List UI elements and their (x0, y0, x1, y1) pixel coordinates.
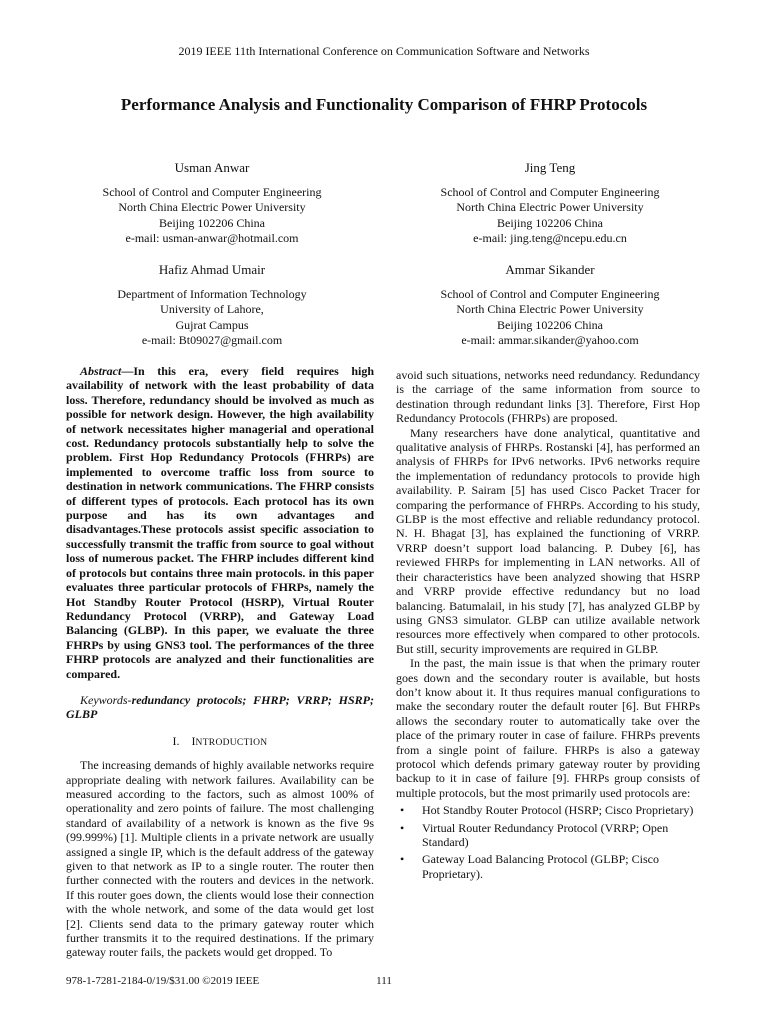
intro-paragraph-4: In the past, the main issue is that when the primary router goes down and the secondary router is available, but hosts don’t know about it. It thus requires manual configurations to make the secondary router the default router [6]. But FHRPs allows the secondary router to automatically take over the place of the primary router in case of failure. FHRPs prevents from a single point of failure. FHRPs is also a gateway protocol which defends primary gateway router by providing backup to it in case of failure [9]. FHRPs group consists of multiple protocols, but the most primarily used protocols are: (396, 656, 700, 800)
page-number: 111 (376, 975, 392, 987)
author-affiliation: Gujrat Campus (175, 317, 249, 332)
author-affiliation: School of Control and Computer Engineering (440, 184, 660, 199)
bullet-icon: • (400, 852, 405, 867)
author-name: Usman Anwar (174, 160, 250, 175)
bullet-icon: • (400, 820, 405, 835)
author-email: e-mail: jing.teng@ncepu.edu.cn (473, 231, 627, 245)
conference-header: 2019 IEEE 11th International Conference on Communication Software and Networks (178, 44, 590, 58)
bullet-icon: • (400, 803, 405, 818)
protocol-list (396, 803, 700, 881)
section-title-first: I (191, 733, 196, 748)
author-affiliation: North China Electric Power University (456, 200, 644, 214)
author-affiliation: School of Control and Computer Engineering (440, 286, 660, 301)
author-affiliation: Beijing 102206 China (497, 317, 603, 332)
author-affiliation: Beijing 102206 China (497, 215, 603, 230)
intro-paragraph-1: The increasing demands of highly available networks require appropriate dealing with network failures. Availability can be measured according to the factors, such as almost 100% of operationality and zero points of failure. The most challenging standard of availability of a network is known as the five 9s (99.999%) [1]. Multiple clients in a private network are usually assigned a single IP, which is the default address of the gateway given to that network as IP to a single router. The router then further connected with the routers and devices in the network. If this router goes down, the clients would lose their connection with the whole network, and some of the data would get lost [2]. Clients send data to the primary gateway router which further transmits it to the required destinations. If the primary gateway router fails, the packets would get dropped. To (66, 758, 374, 960)
abstract-text: —In this era, every field requires high availability of network with the least probability of data loss. Therefore, redundancy should be involved as much as possible for network design. However, the high availability of network necessitates higher managerial and operational cost. Redundancy protocols substantially help to solve the problem. First Hop Redundancy Protocols (FHRPs) are implemented to overcome traffic loss from source to destination in network communications. The FHRP consists of different types of protocols. Each protocol has its own purpose and has its own advantages and disadvantages.These protocols assist specific association to successfully transmit the traffic from source to goal without loss of numerous packet. The FHRP includes different kind of protocols but contains three main protocols. in this paper evaluates three particular protocols of FHRPs, namely the Hot Standby Router Protocol (HSRP), Virtual Router Redundancy Protocol (VRRP), and Gateway Load Balancing (GLBP). In this paper, we evaluate the three FHRPs by using GNS3 tool. The performances of the three FHRP protocols are analyzed and their functionalities are compared. (66, 364, 374, 681)
right-column (396, 368, 700, 884)
list-item: • Virtual Router Redundancy Protocol (VRRP; Open Standard) (400, 820, 669, 849)
author-affiliation: University of Lahore, (160, 302, 264, 316)
section-number: I. (172, 733, 180, 748)
author-affiliation: North China Electric Power University (456, 302, 644, 316)
author-block-3 (47, 262, 377, 349)
section-heading (66, 734, 374, 750)
author-name: Hafiz Ahmad Umair (158, 262, 266, 277)
list-item: • Hot Standby Router Protocol (HSRP; Cisco Proprietary) (400, 803, 694, 818)
author-block-2 (385, 160, 715, 247)
abstract-lead: Abstract (80, 364, 122, 378)
keywords (66, 693, 374, 722)
intro-paragraph-3: Many researchers have done analytical, quantitative and qualitative analysis of FHRPs. Rostanski [4], has performed an analysis of FHRPs for IPv6 networks. IPv6 networks require the implementation of redundancy protocols to provide high availability. P. Sairam [5] has used Cisco Packet Tracer for comparing the performance of FHRPs. According to his study, GLBP is the most effective and reliable redundancy protocol. N. H. Bhagat [3], has explained the functioning of VRRP. VRRP doesn’t support load balancing. P. Dubey [6], has reviewed FHRPs for implementing in LAN networks. All of their characteristics have been analyzed showing that HSRP and VRRP provide effective redundancy but no load balancing. Batumalail, in his study [7], has analyzed GLBP by using GNS3 simulator. GLBP can utilize available network resources more effectively when compared to other protocols. But still, security improvements are required in GLBP. (396, 425, 700, 656)
keywords-text: redundancy protocols; FHRP; VRRP; HSRP; GLBP (66, 692, 374, 722)
author-email: e-mail: ammar.sikander@yahoo.com (461, 333, 639, 347)
author-affiliation: Beijing 102206 China (159, 215, 265, 230)
author-email: e-mail: usman-anwar@hotmail.com (125, 231, 299, 245)
author-name: Jing Teng (524, 160, 576, 175)
author-affiliation: Department of Information Technology (117, 286, 307, 301)
author-affiliation: North China Electric Power University (118, 200, 306, 214)
paper-title: Performance Analysis and Functionality Comparison of FHRP Protocols (120, 95, 648, 114)
author-block-1 (47, 160, 377, 247)
author-name: Ammar Sikander (505, 262, 595, 277)
author-affiliation: School of Control and Computer Engineering (102, 184, 322, 199)
author-block-4 (385, 262, 715, 349)
abstract (66, 364, 374, 681)
left-column (66, 364, 374, 960)
list-item: • Gateway Load Balancing Protocol (GLBP; Cisco Proprietary). (400, 852, 659, 881)
section-title-rest: NTRODUCTION (195, 737, 268, 748)
author-email: e-mail: Bt09027@gmail.com (141, 333, 283, 347)
intro-paragraph-2: avoid such situations, networks need redundancy. Redundancy is the carriage of the same information from source to destination through redundant links [3]. Therefore, First Hop Redundancy Protocols (FHRPs) are proposed. (396, 368, 700, 426)
copyright-footer: 978-1-7281-2184-0/19/$31.00 ©2019 IEEE (66, 975, 260, 987)
keywords-lead: Keywords- (80, 692, 132, 707)
